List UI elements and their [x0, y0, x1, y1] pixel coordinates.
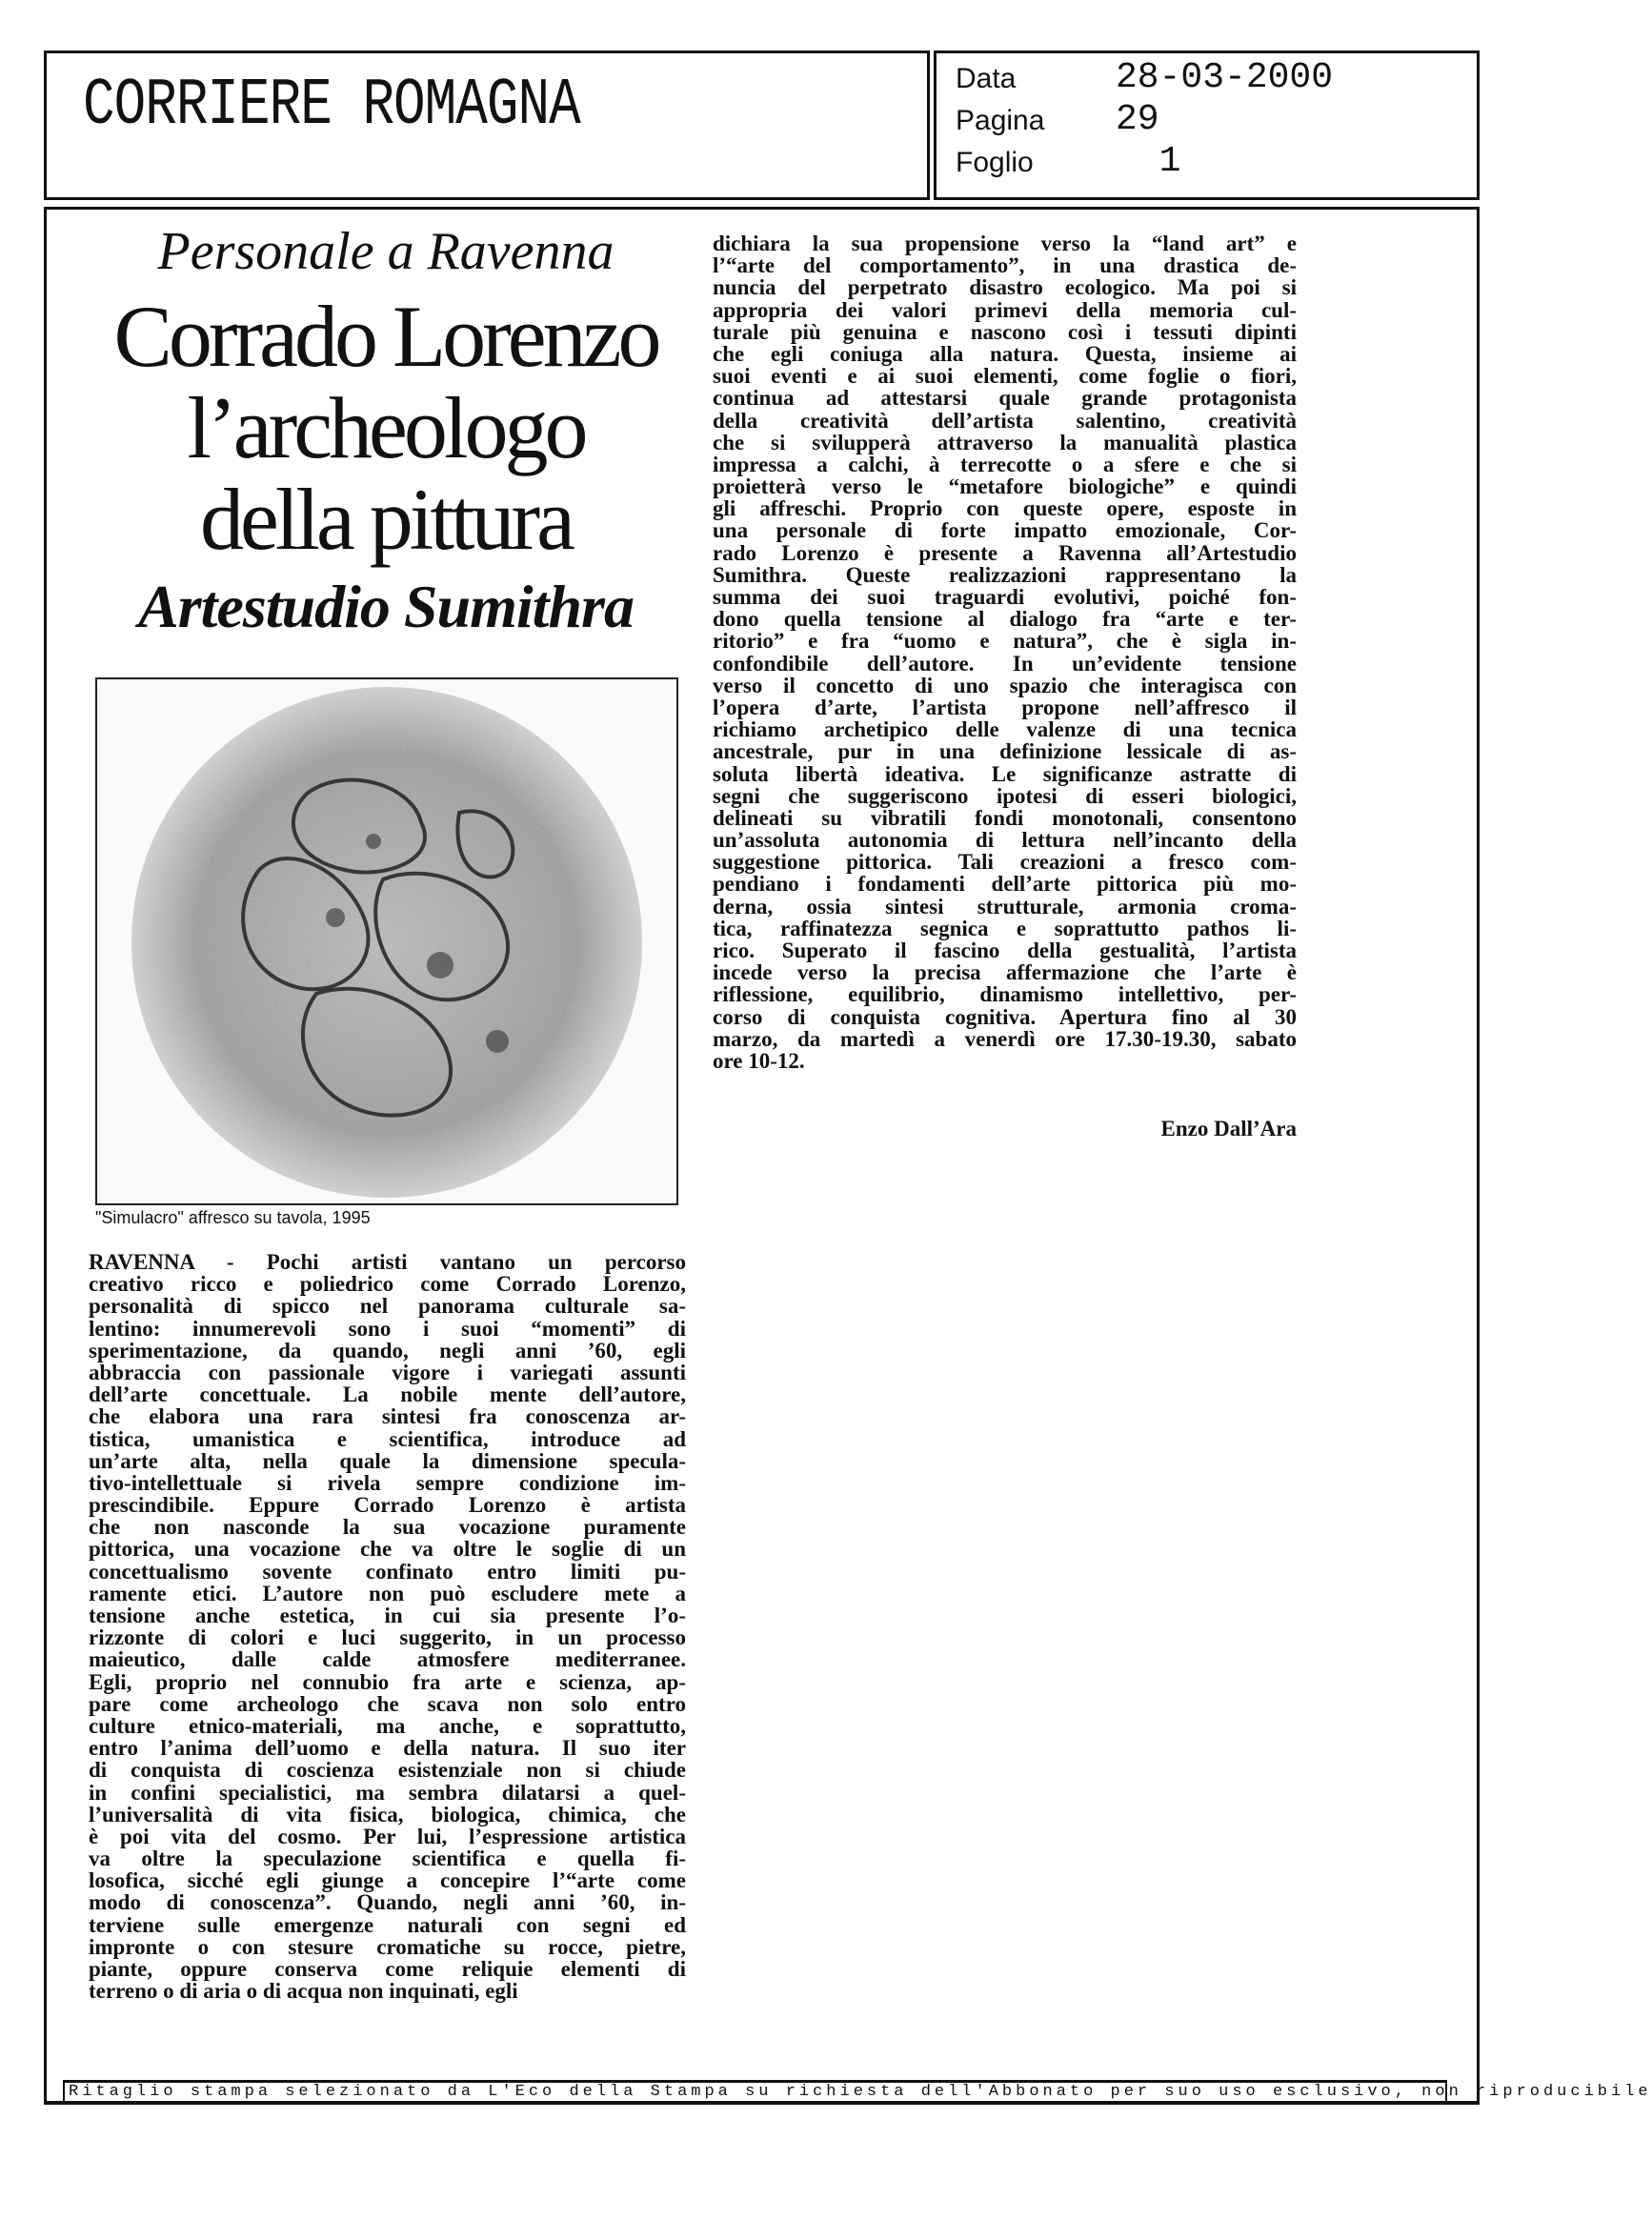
body-text-line: verso il concetto di uno spazio che interagisca con	[713, 673, 1297, 697]
body-text-line: marzo, da martedì a venerdì ore 17.30-19.30, sabato	[713, 1026, 1297, 1051]
meta-sheet-label: Foglio	[956, 147, 1034, 178]
body-text-line: dell’arte concettuale. La nobile mente dell’autore,	[89, 1382, 686, 1407]
body-text-line: delineati su vibratili fondi monotonali, consentono	[713, 805, 1297, 830]
article-body-left-column	[89, 1251, 686, 2002]
body-text-line: tica, raffinatezza segnica e soprattutto pathos li-	[713, 916, 1297, 940]
body-text-line: rico. Superato il fascino della gestualità, l’artista	[713, 938, 1297, 962]
body-text-line: l’“arte del comportamento”, in una drastica de-	[713, 253, 1297, 278]
body-text-line: pendiano i fondamenti dell’arte pittorica più mo-	[713, 872, 1297, 897]
body-text-line: sperimentazione, da quando, negli anni ’60, egli	[89, 1338, 686, 1362]
body-text-line: continua ad attestarsi quale grande protagonista	[713, 386, 1297, 411]
body-text-line: una personale di forte impatto emozionale, Cor-	[713, 518, 1297, 543]
photo-caption: "Simulacro" affresco su tavola, 1995	[95, 1208, 371, 1227]
body-text-line: derna, ossia sintesi strutturale, armonia croma-	[713, 894, 1297, 918]
body-text-line: ramente etici. L’autore non può escludere mete a	[89, 1581, 686, 1605]
body-text-line: l’universalità di vita fisica, biologica, chimica, che	[89, 1802, 686, 1826]
body-text-line: che non nasconde la sua vocazione puramente	[89, 1515, 686, 1540]
meta-date	[956, 57, 1334, 98]
body-text-line: Sumithra. Queste realizzazioni rappresentano la	[713, 562, 1297, 587]
body-text-line: nuncia del perpetrato disastro ecologico. Ma poi si	[713, 275, 1297, 300]
body-text-line: rado Lorenzo è presente a Ravenna all’Artestudio	[713, 540, 1297, 565]
body-text-line: proietterà verso le “metafore biologiche” e quindi	[713, 474, 1297, 499]
body-text-line: va oltre la speculazione scientifica e quella fi-	[89, 1847, 686, 1871]
body-text-line: soluta libertà ideativa. Le significanze astratte di	[713, 761, 1297, 786]
body-text-line: personalità di spicco nel panorama culturale sa-	[89, 1294, 686, 1319]
body-text-line: summa dei suoi traguardi evolutivi, poiché fon-	[713, 585, 1297, 609]
body-text-line: in confini specialistici, ma sembra dilatarsi a quel-	[89, 1780, 686, 1805]
body-text-line: rizzonte di colori e luci suggerito, in un processo	[89, 1625, 686, 1650]
article-subtitle: Artestudio Sumithra	[138, 573, 634, 640]
newspaper-name: CORRIERE ROMAGNA	[83, 67, 580, 143]
body-text-line: tivo-intellettuale si rivela sempre condizione im-	[89, 1470, 686, 1495]
body-text-line: terviene sulle emergenze naturali con segni ed	[89, 1912, 686, 1937]
body-text-line: Egli, proprio nel connubio fra arte e scienza, ap-	[89, 1669, 686, 1694]
body-text-line: modo di conoscenza”. Quando, negli anni ’60, in-	[89, 1890, 686, 1915]
title-line: della pittura	[200, 471, 572, 568]
body-text-line: lentino: innumerevoli sono i suoi “momenti” di	[89, 1316, 686, 1341]
body-text-line: gli affreschi. Proprio con queste opere, esposte in	[713, 496, 1297, 521]
meta-date-value: 28-03-2000	[1116, 57, 1334, 98]
body-text-line: tensione anche estetica, in cui sia presente l’o-	[89, 1604, 686, 1627]
body-text-line: prescindibile. Eppure Corrado Lorenzo è artista	[89, 1493, 686, 1518]
body-text-line: appropria dei valori primevi della memoria cul-	[713, 297, 1297, 322]
body-text-line: incede verso la precisa affermazione che l’arte è	[713, 960, 1297, 985]
meta-date-label: Data	[956, 63, 1017, 94]
body-text-line: creativo ricco e poliedrico come Corrado Lorenzo,	[89, 1272, 686, 1297]
body-text-line: suoi eventi e ai suoi elementi, come foglie o fiori,	[713, 364, 1297, 389]
body-text-line: culture etnico-materiali, ma anche, e soprattutto,	[89, 1713, 686, 1738]
body-text-line: dono quella tensione al dialogo fra “arte e ter-	[713, 607, 1297, 632]
body-text-line: pare come archeologo che scava non solo entro	[89, 1691, 686, 1716]
clipping-meta-box	[934, 50, 1480, 200]
body-text-line: che si svilupperà attraverso la manualità plastica	[713, 430, 1297, 454]
body-text-line: abbraccia con passionale vigore i variegati assunti	[89, 1360, 686, 1384]
meta-sheet	[956, 141, 1181, 182]
meta-page-label: Pagina	[956, 105, 1045, 136]
body-text-line: ancestrale, pur in una definizione lessicale di as-	[713, 739, 1297, 764]
body-text-line: impronte o con stesure cromatiche su rocce, pietre,	[89, 1934, 686, 1959]
body-text-line: terreno o di aria o di acqua non inquinati, egli	[89, 1979, 518, 2004]
body-text-line: segni che suggeriscono ipotesi di esseri biologici,	[713, 783, 1297, 808]
masthead-box	[44, 50, 930, 200]
clipping-notice: Ritaglio stampa selezionato da L'Eco della Stampa su richiesta dell'Abbonato per suo uso esclusivo, non riproducibile	[63, 2080, 1447, 2105]
body-text-line: l’opera d’arte, l’artista propone nell’affresco il	[713, 695, 1297, 719]
body-text-line: ritorio” e fra “uomo e natura”, che è sigla in-	[713, 629, 1297, 654]
body-text-line: RAVENNA - Pochi artisti vantano un percorso	[89, 1250, 686, 1274]
meta-sheet-value: 1	[1116, 141, 1181, 182]
body-text-line: corso di conquista cognitiva. Apertura fino al 30	[713, 1004, 1297, 1029]
body-text-line: suggestione pittorica. Tali creazioni a fresco com-	[713, 850, 1297, 875]
body-text-line: che elabora una rara sintesi fra conoscenza ar-	[89, 1404, 686, 1429]
body-text-line: della creatività dell’artista salentino, creatività	[713, 408, 1297, 433]
body-text-line: un’arte alta, nella quale la dimensione specula-	[89, 1448, 686, 1473]
body-text-line: pittorica, una vocazione che va oltre le soglie di un	[89, 1537, 686, 1562]
body-text-line: tistica, umanistica e scientifica, introduce ad	[89, 1426, 686, 1451]
body-text-line: un’assoluta autonomia di lettura nell’incanto della	[713, 828, 1297, 853]
article-body-right-column	[713, 232, 1297, 1072]
body-text-line: turale più genuina e nascono così i tessuti dipinti	[713, 319, 1297, 344]
body-text-line: richiamo archetipico delle valenze di una tecnica	[713, 717, 1297, 742]
body-text-line: maieutico, dalle calde atmosfere mediterranee.	[89, 1647, 686, 1672]
body-text-line: piante, oppure conserva come reliquie elementi di	[89, 1957, 686, 1981]
title-line: l’archeologo	[187, 379, 585, 476]
body-text-line: impressa a calchi, à terrecotte o a sfere e che si	[713, 452, 1297, 476]
meta-page	[956, 99, 1159, 140]
body-text-line: ore 10-12.	[713, 1048, 805, 1073]
body-text-line: che egli coniuga alla natura. Questa, insieme ai	[713, 341, 1297, 366]
author-signature: Enzo Dall’Ara	[1160, 1117, 1297, 1140]
body-text-line: concettualismo sovente confinato entro limiti pu-	[89, 1559, 686, 1584]
meta-page-value: 29	[1116, 99, 1159, 140]
body-text-line: dichiara la sua propensione verso la “land art” e	[713, 232, 1297, 255]
body-text-line: riflessione, equilibrio, dinamismo intellettivo, per-	[713, 982, 1297, 1007]
body-text-line: di conquista di coscienza esistenziale non si chiude	[89, 1758, 686, 1783]
body-text-line: confondibile dell’autore. In un’evidente tensione	[713, 651, 1297, 676]
fresco-image	[97, 679, 676, 1203]
body-text-line: entro l’anima dell’uomo e della natura. Il suo iter	[89, 1736, 686, 1761]
body-text-line: losofica, sicché egli giunge a concepire l’“arte come	[89, 1868, 686, 1893]
article-kicker: Personale a Ravenna	[157, 222, 614, 281]
artwork-photo	[95, 677, 678, 1205]
body-text-line: è poi vita del cosmo. Per lui, l’espressione artistica	[89, 1824, 686, 1848]
title-line: Corrado Lorenzo	[113, 288, 658, 385]
article-title	[88, 288, 684, 568]
